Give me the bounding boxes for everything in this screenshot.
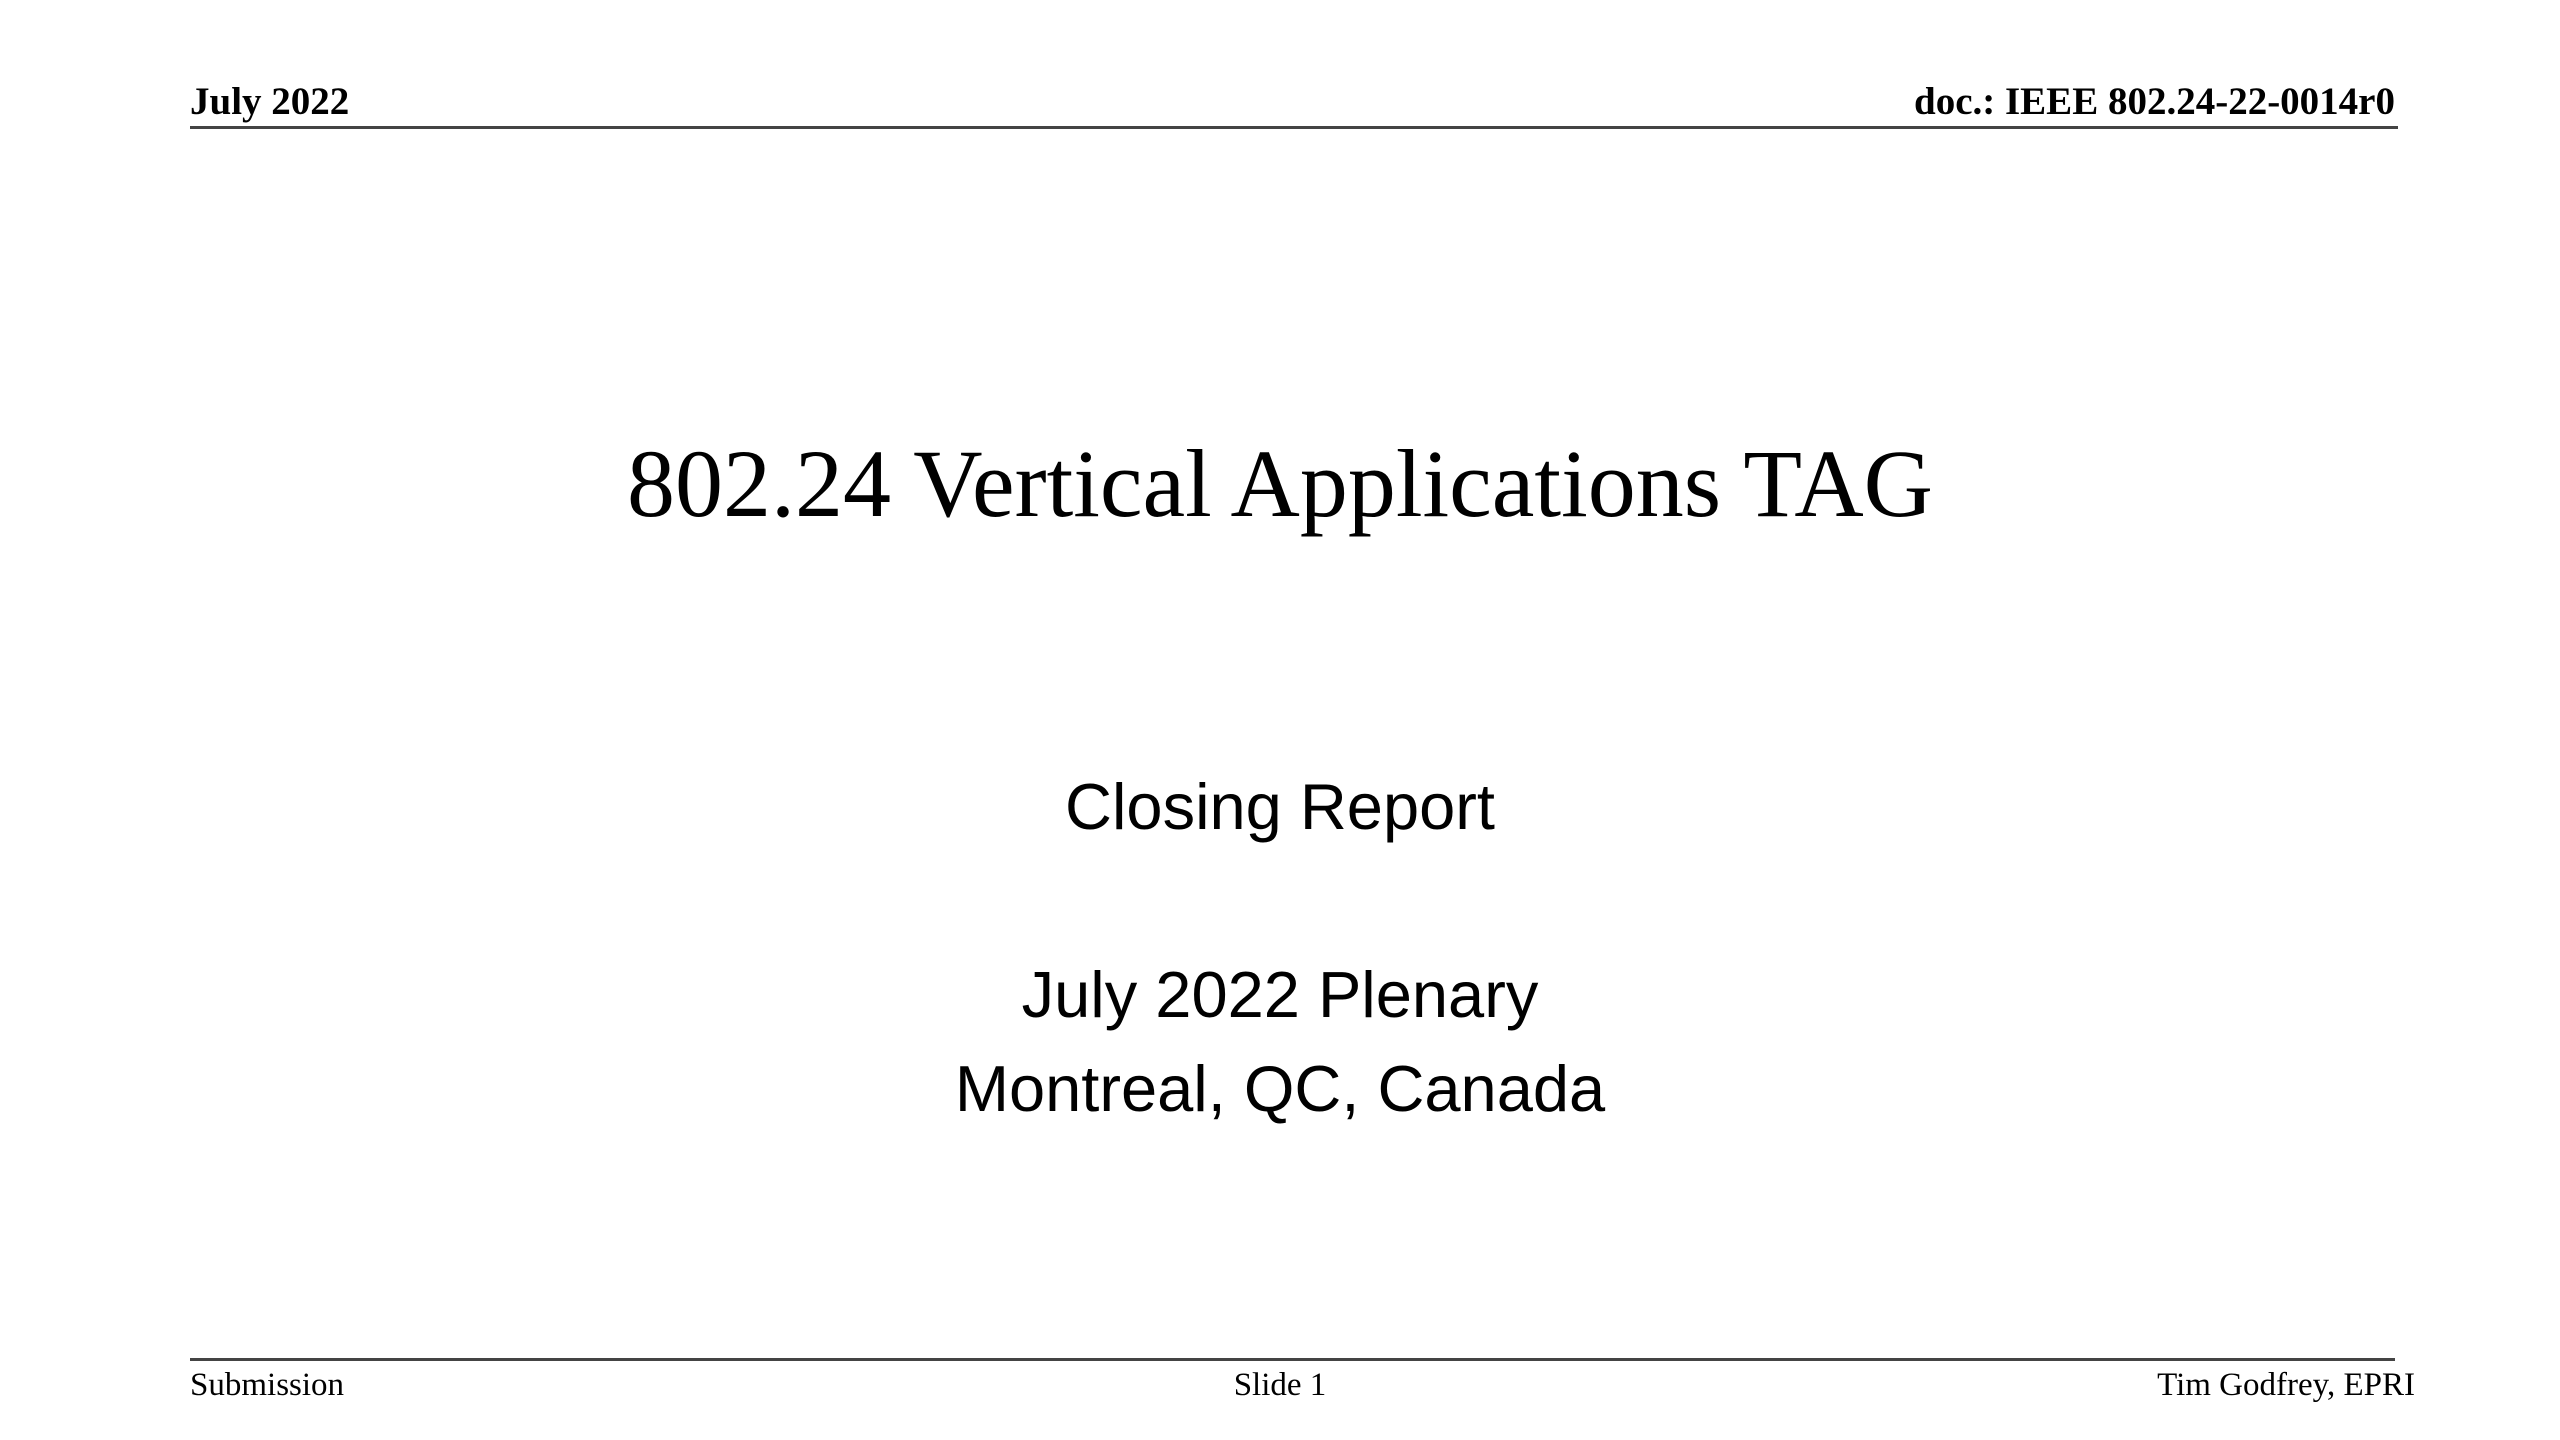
subtitle-block <box>0 760 2560 1136</box>
footer-author: Tim Godfrey, EPRI <box>2157 1367 2415 1403</box>
header-date: July 2022 <box>190 80 350 123</box>
footer-rule <box>190 1358 2395 1361</box>
subtitle-spacer <box>0 854 2560 948</box>
slide-title: 802.24 Vertical Applications TAG <box>627 430 1933 537</box>
header-rule <box>190 126 2398 129</box>
subtitle-location: Montreal, QC, Canada <box>954 1052 1606 1125</box>
header-doc-number: doc.: IEEE 802.24-22-0014r0 <box>1914 80 2395 123</box>
subtitle-report: Closing Report <box>1065 770 1495 843</box>
subtitle-session: July 2022 Plenary <box>1021 958 1539 1031</box>
footer-submission: Submission <box>190 1367 345 1403</box>
footer-slide-number: Slide 1 <box>1233 1367 1327 1403</box>
